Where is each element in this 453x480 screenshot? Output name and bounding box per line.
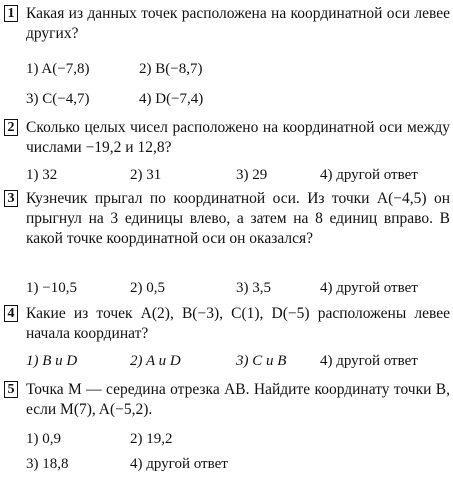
task-question: Сколько целых чисел расположено на координатной оси между числами −19,2 и 12,8? <box>26 119 450 156</box>
answer-option[interactable]: 3) C и B <box>236 353 287 369</box>
answer-option[interactable]: 1) 0,9 <box>26 431 61 447</box>
answer-option[interactable]: 2) B(−8,7) <box>139 61 203 77</box>
answer-option[interactable]: 3) 29 <box>236 167 268 183</box>
task-number: 1 <box>4 5 18 22</box>
answer-option[interactable]: 4) другой ответ <box>320 167 418 183</box>
task-question: Кузнечик прыгал по координатной оси. Из точки A(−4,5) он прыгнул на 3 единицы влево, а затем на 8 единиц вправо. В какой точке координатной оси он оказался? <box>26 190 450 247</box>
answer-option[interactable]: 4) другой ответ <box>320 280 418 296</box>
answer-option[interactable]: 4) другой ответ <box>320 353 418 369</box>
answer-option[interactable]: 1) A(−7,8) <box>26 61 90 77</box>
answer-option[interactable]: 2) 19,2 <box>130 431 173 447</box>
task-question: Точка M — середина отрезка AB. Найдите координату точки B, если M(7), A(−5,2). <box>26 381 450 418</box>
answer-option[interactable]: 1) 32 <box>26 167 58 183</box>
task-question: Какая из данных точек расположена на координатной оси левее других? <box>26 5 450 42</box>
task-number: 2 <box>4 119 18 136</box>
task-question: Какие из точек A(2), B(−3), C(1), D(−5) расположены левее начала координат? <box>26 305 450 342</box>
answer-option[interactable]: 3) C(−4,7) <box>26 91 90 107</box>
task-number: 3 <box>4 190 18 207</box>
task-number: 4 <box>4 305 18 322</box>
answer-option[interactable]: 4) D(−7,4) <box>139 91 204 107</box>
answer-option[interactable]: 2) 0,5 <box>130 280 165 296</box>
answer-option[interactable]: 2) 31 <box>130 167 162 183</box>
answer-option[interactable]: 3) 18,8 <box>26 456 69 472</box>
answer-option[interactable]: 4) другой ответ <box>130 456 228 472</box>
answer-option[interactable]: 2) A и D <box>130 353 181 369</box>
task-number: 5 <box>4 381 18 398</box>
answer-option[interactable]: 3) 3,5 <box>236 280 271 296</box>
answer-option[interactable]: 1) −10,5 <box>26 280 77 296</box>
answer-option[interactable]: 1) B и D <box>26 353 78 369</box>
